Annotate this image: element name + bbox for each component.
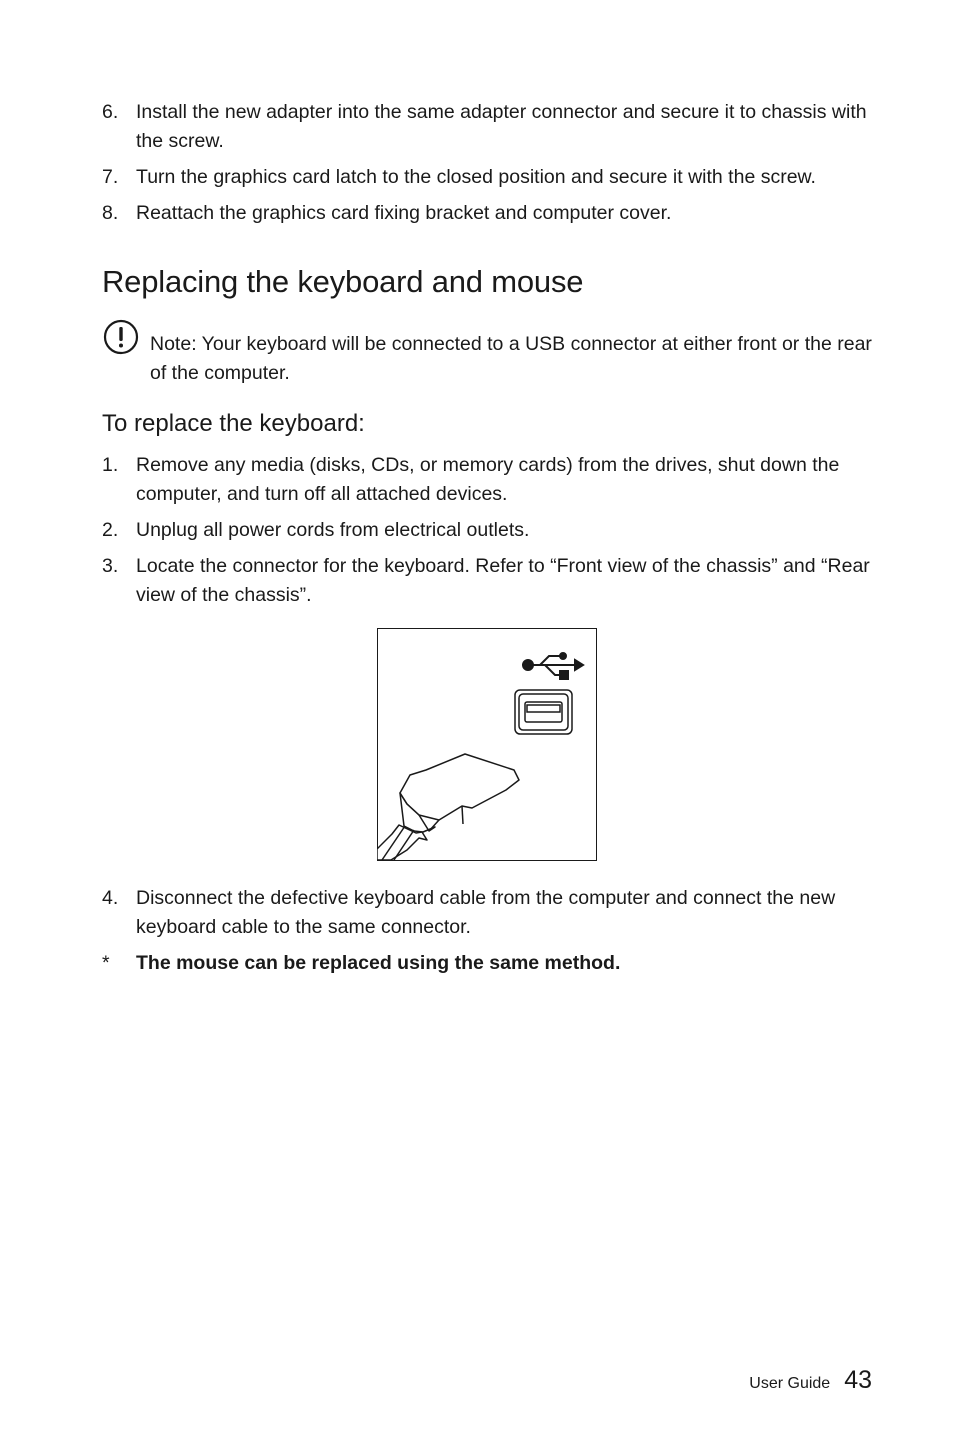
step-number: 4. — [102, 887, 119, 909]
step-number: 7. — [102, 166, 119, 188]
step-number: 1. — [102, 454, 119, 476]
step-number: 8. — [102, 202, 119, 224]
note-label: Note: — [150, 333, 197, 355]
mouse-note-text: The mouse can be replaced using the same method. — [136, 952, 621, 974]
note-text: Your keyboard will be connected to a USB connector at either front or the rear of the computer. — [150, 333, 872, 384]
step-number: 2. — [102, 519, 119, 541]
page-footer — [749, 1366, 872, 1395]
step-text: Turn the graphics card latch to the closed position and secure it with the screw. — [136, 166, 816, 188]
step-text: Reattach the graphics card fixing bracket and computer cover. — [136, 202, 672, 224]
note-block — [150, 330, 880, 388]
exclamation-circle-icon — [103, 319, 139, 355]
steps-list-top — [102, 98, 882, 235]
page-number: 43 — [844, 1366, 872, 1394]
mouse-note — [102, 949, 882, 978]
asterisk-marker: * — [102, 952, 110, 974]
list-item — [102, 199, 882, 228]
list-item — [102, 884, 882, 942]
subsection-title: To replace the keyboard: — [102, 410, 365, 437]
steps-list-after — [102, 884, 882, 985]
step-number: 3. — [102, 555, 119, 577]
step-text: Remove any media (disks, CDs, or memory cards) from the drives, shut down the computer, and turn off all attached devices. — [136, 454, 840, 505]
list-item — [102, 163, 882, 192]
list-item — [102, 451, 882, 509]
usb-connector-illustration — [377, 628, 597, 861]
steps-list-keyboard — [102, 451, 882, 617]
step-text: Install the new adapter into the same adapter connector and secure it to chassis with the screw. — [136, 101, 867, 152]
step-text: Locate the connector for the keyboard. Refer to “Front view of the chassis” and “Rear view of the chassis”. — [136, 555, 870, 606]
list-item — [102, 552, 882, 610]
step-number: 6. — [102, 101, 119, 123]
list-item — [102, 516, 882, 545]
step-text: Disconnect the defective keyboard cable from the computer and connect the new keyboard cable to the same connector. — [136, 887, 836, 938]
section-title: Replacing the keyboard and mouse — [102, 264, 584, 299]
footer-label: User Guide — [749, 1375, 831, 1392]
list-item — [102, 98, 882, 156]
step-text: Unplug all power cords from electrical outlets. — [136, 519, 530, 541]
